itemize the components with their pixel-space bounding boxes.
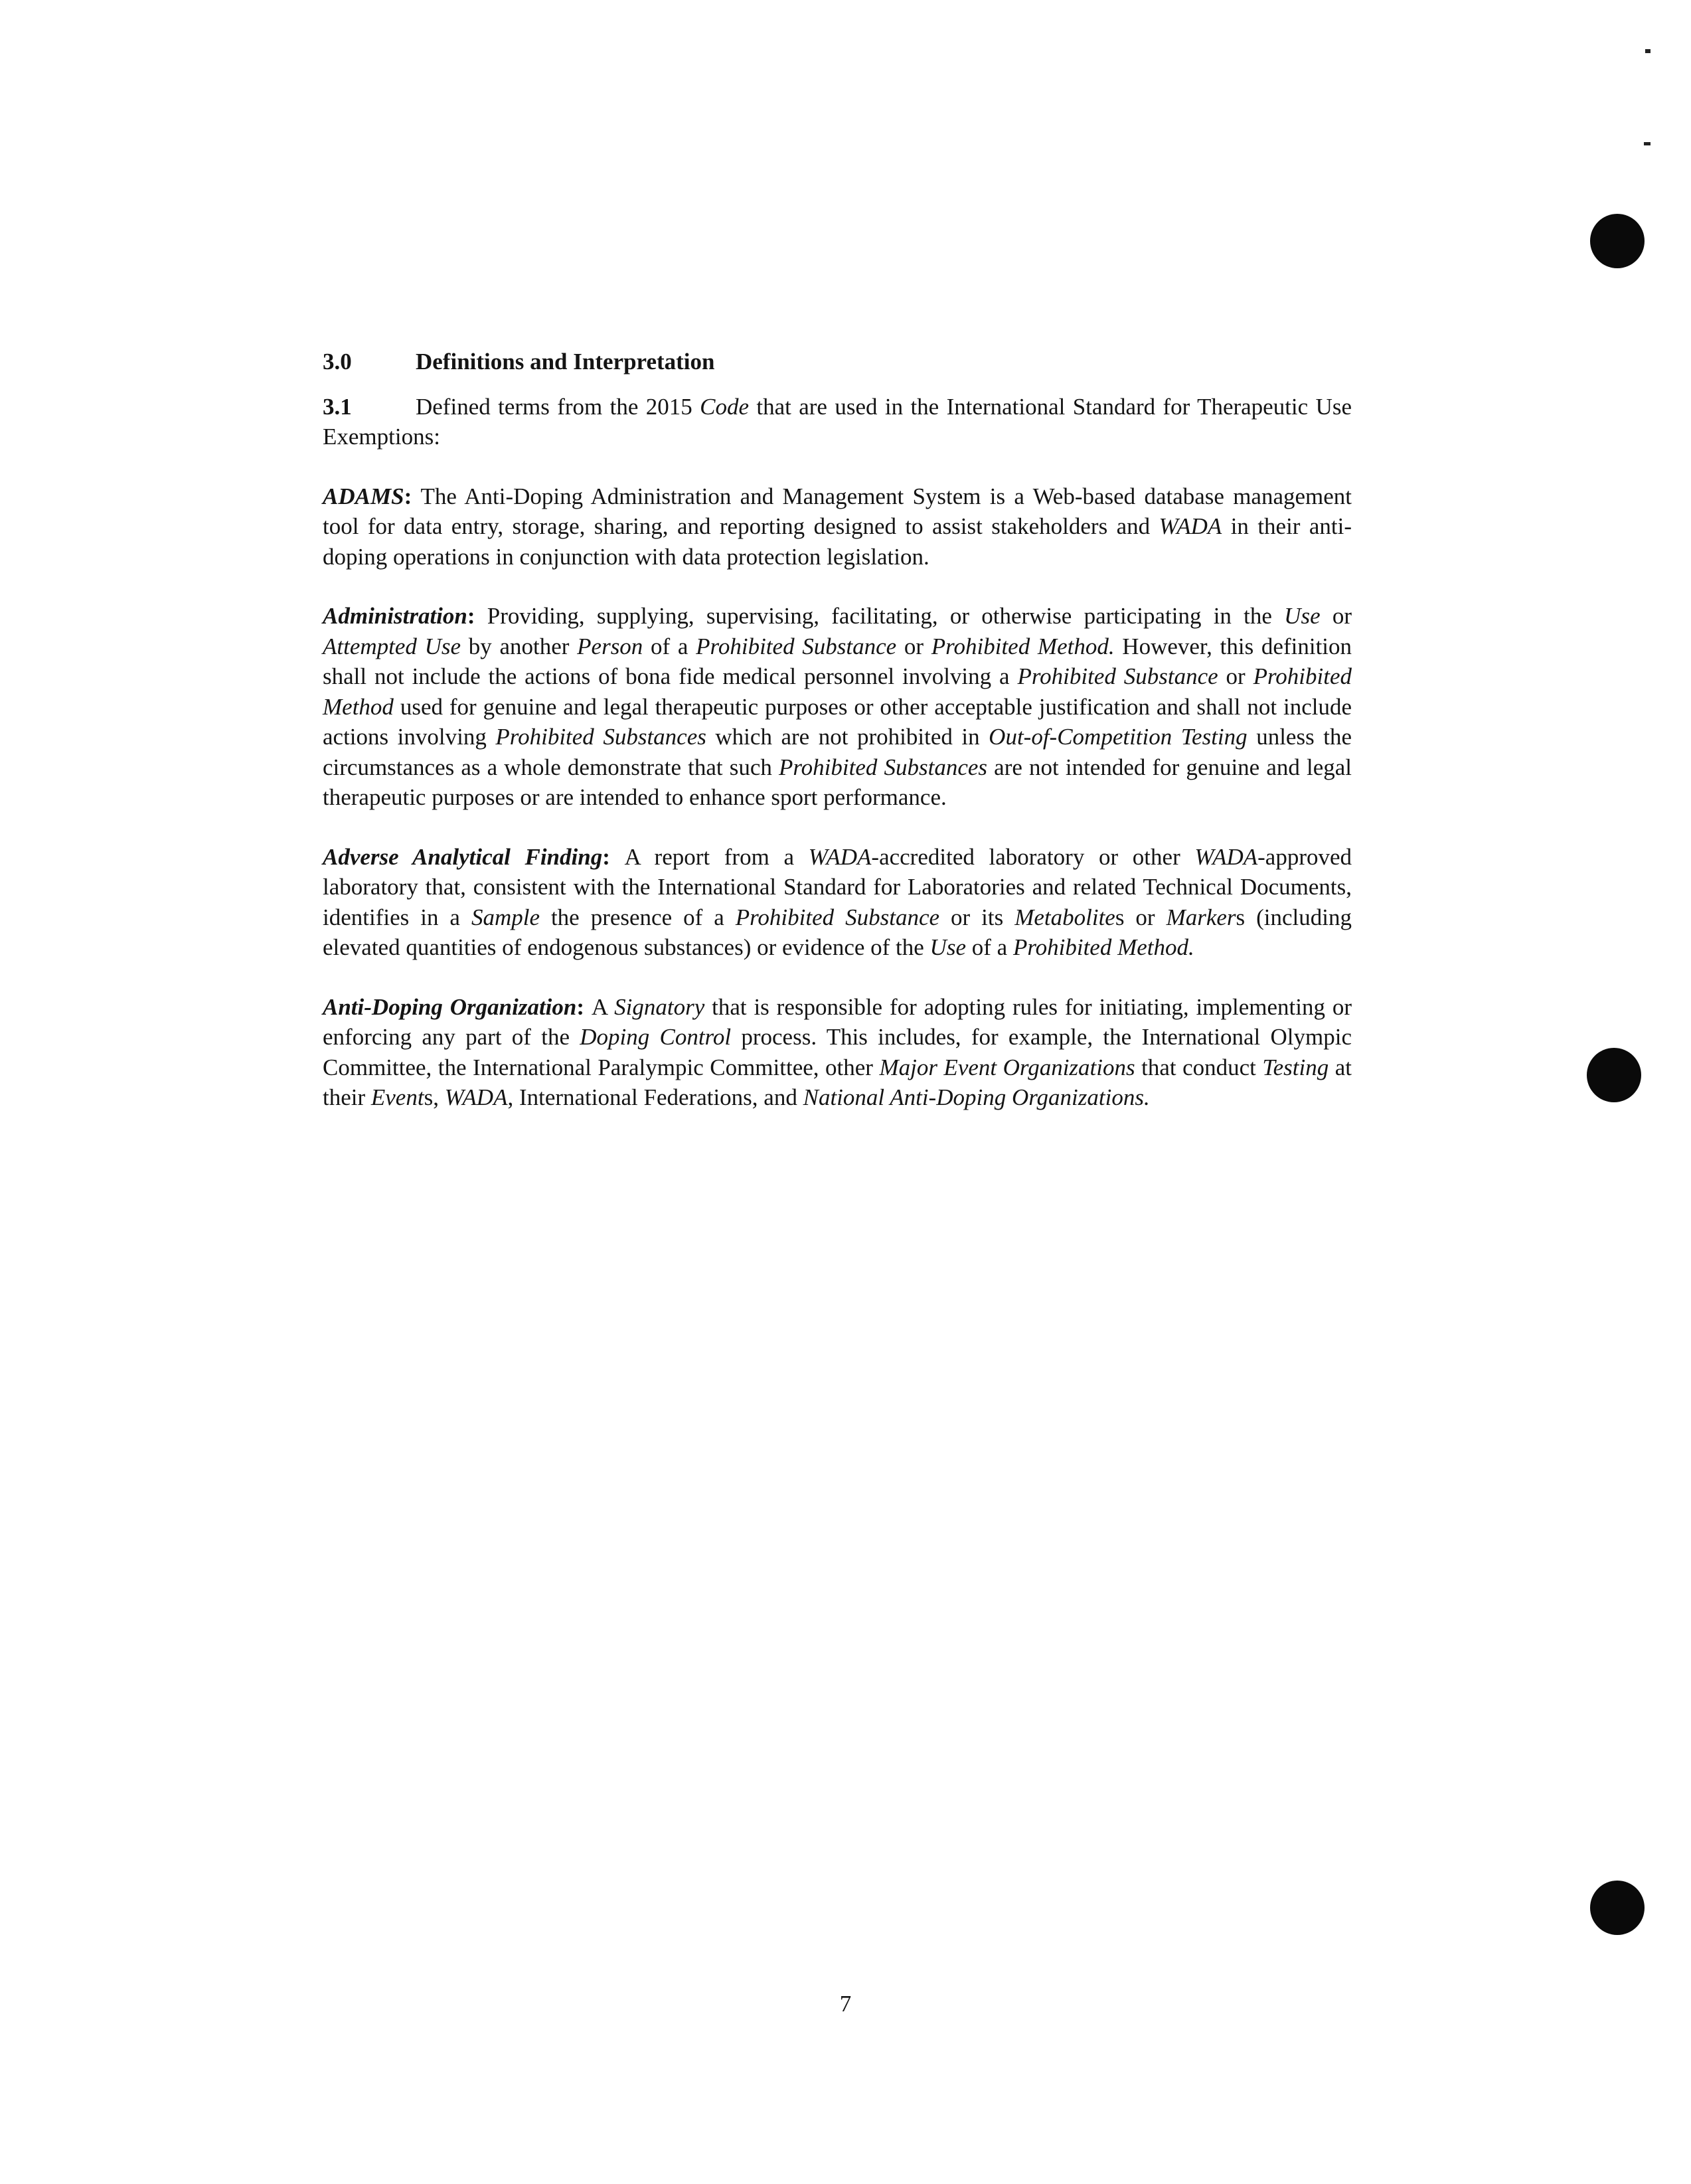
definition-term: Administration	[323, 603, 467, 629]
definition-text: process. This includes, for example, the International Olympic Committee, the International Paralympic Committee, other	[323, 1024, 1352, 1080]
scan-speck	[1645, 49, 1651, 53]
punch-hole-top	[1590, 214, 1645, 268]
definition-text: by another	[461, 633, 578, 659]
definition-text: of a	[965, 934, 1013, 960]
defined-term-reference: Prohibited Substance	[696, 633, 897, 659]
definition-paragraph	[323, 842, 1352, 963]
definition-text: or	[1218, 663, 1253, 689]
definition-text: -approved laboratory that, consistent with the International Standard for Laboratories and related Technical Documents, identifies in a	[323, 843, 1352, 930]
defined-term-reference: Marker	[1166, 904, 1236, 930]
defined-term-reference: Use	[929, 934, 966, 960]
definition-text: or	[896, 633, 931, 659]
definition-text: -accredited laboratory or other	[871, 843, 1195, 870]
definition-term: Anti-Doping Organization	[323, 993, 577, 1020]
defined-term-reference: Person	[577, 633, 643, 659]
definition-text: A	[591, 993, 615, 1020]
defined-term-reference: Event	[370, 1084, 424, 1110]
definition-paragraph	[323, 992, 1352, 1113]
defined-term-reference: WADA	[1159, 513, 1222, 539]
definitions-list	[323, 481, 1352, 1113]
defined-term-reference: Prohibited Substance	[1017, 663, 1218, 689]
subsection-3-1	[323, 392, 1352, 452]
defined-term-reference: Out-of-Competition Testing	[989, 724, 1248, 750]
definition-text: The Anti-Doping Administration and Management System is a Web-based database management tool for data entry, storage, sharing, and reporting designed to assist stakeholders and	[323, 483, 1352, 539]
punch-hole-middle	[1587, 1048, 1641, 1102]
defined-term-reference: Major Event Organizations	[879, 1054, 1135, 1080]
definition-text: However, this definition shall not include the actions of bona fide medical personnel involving a	[323, 633, 1352, 689]
definition-text: s or	[1115, 904, 1167, 930]
definition-colon: :	[602, 843, 625, 870]
defined-term-reference: Prohibited Method.	[1012, 934, 1194, 960]
definition-text: Providing, supplying, supervising, facilitating, or otherwise participating in the	[487, 603, 1285, 629]
subsection-text-before: Defined terms from the 2015	[416, 393, 700, 420]
definition-text: are not intended for genuine and legal therapeutic purposes or are intended to enhance sport performance.	[323, 754, 1352, 810]
definition-text: unless the circumstances as a whole demonstrate that such	[323, 724, 1352, 780]
section-number: 3.0	[323, 349, 352, 375]
defined-term-reference: Testing	[1262, 1054, 1329, 1080]
definition-text: , International Federations, and	[507, 1084, 803, 1110]
definition-text: or	[1320, 603, 1352, 629]
document-body	[323, 347, 1352, 1142]
definition-text: s (including elevated quantities of endogenous substances) or evidence of the	[323, 904, 1352, 960]
defined-term-reference: WADA	[444, 1084, 508, 1110]
defined-term-reference: WADA	[808, 843, 872, 870]
subsection-code-term: Code	[700, 393, 750, 420]
section-title: Definitions and Interpretation	[416, 349, 715, 375]
defined-term-reference: WADA	[1194, 843, 1258, 870]
defined-term-reference: Doping Control	[580, 1024, 732, 1050]
definition-term: ADAMS	[323, 483, 404, 509]
definition-colon: :	[576, 993, 592, 1020]
definition-text: in their anti-doping operations in conjunction with data protection legislation.	[323, 513, 1352, 570]
definition-text: or its	[939, 904, 1015, 930]
defined-term-reference: Use	[1284, 603, 1321, 629]
definition-colon: :	[467, 603, 487, 629]
scan-speck	[1644, 142, 1651, 145]
punch-hole-bottom	[1590, 1881, 1645, 1935]
page-number: 7	[839, 1991, 852, 2017]
subsection-number: 3.1	[323, 393, 352, 420]
definition-text: that is responsible for adopting rules for initiating, implementing or enforcing any part of the	[323, 993, 1352, 1050]
definition-text: A report from a	[624, 843, 809, 870]
defined-term-reference: Signatory	[614, 993, 705, 1020]
defined-term-reference: Metabolite	[1014, 904, 1115, 930]
defined-term-reference: Attempted Use	[323, 633, 461, 659]
definition-text: s,	[424, 1084, 445, 1110]
defined-term-reference: National Anti-Doping Organizations.	[803, 1084, 1150, 1110]
definition-text: the presence of a	[539, 904, 736, 930]
definition-text: used for genuine and legal therapeutic purposes or other acceptable justification and shall not include actions involving	[323, 693, 1352, 750]
defined-term-reference: Prohibited Substances	[495, 724, 706, 750]
defined-term-reference: Prohibited Method.	[931, 633, 1115, 659]
definition-text: that conduct	[1135, 1054, 1263, 1080]
defined-term-reference: Prohibited Method	[323, 663, 1352, 720]
definition-paragraph	[323, 601, 1352, 813]
definition-colon: :	[404, 483, 421, 509]
defined-term-reference: Prohibited Substance	[735, 904, 940, 930]
definition-text: which are not prohibited in	[706, 724, 989, 750]
definition-text: at their	[323, 1054, 1352, 1110]
defined-term-reference: Sample	[471, 904, 540, 930]
subsection-text-after: that are used in the International Standard for Therapeutic Use Exemptions:	[323, 393, 1352, 450]
section-heading	[323, 347, 1352, 377]
definition-paragraph	[323, 481, 1352, 572]
definition-term: Adverse Analytical Finding	[323, 843, 603, 870]
defined-term-reference: Prohibited Substances	[778, 754, 988, 780]
definition-text: of a	[643, 633, 696, 659]
